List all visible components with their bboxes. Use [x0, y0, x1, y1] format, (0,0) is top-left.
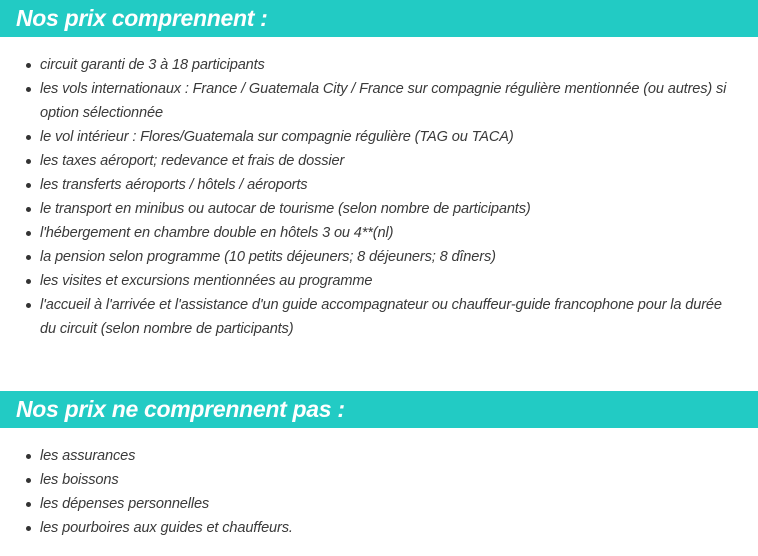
bullet-icon	[26, 303, 31, 308]
bullet-icon	[26, 478, 31, 483]
list-item-text: les transferts aéroports / hôtels / aéroports	[40, 177, 308, 193]
list-item	[0, 492, 758, 516]
bullet-icon	[26, 183, 31, 188]
list-item	[0, 468, 758, 492]
list-item	[0, 444, 758, 468]
list-item	[0, 516, 758, 540]
list-item	[0, 245, 758, 269]
bullet-icon	[26, 135, 31, 140]
list-item	[0, 149, 758, 173]
included-items-list	[0, 53, 758, 341]
list-item-text: le transport en minibus ou autocar de tourisme (selon nombre de participants)	[40, 201, 531, 217]
list-item-text: les dépenses personnelles	[40, 496, 210, 512]
bullet-icon	[26, 87, 31, 92]
list-item-text: les assurances	[40, 448, 136, 464]
bullet-icon	[26, 63, 31, 68]
list-item	[0, 221, 758, 245]
list-item	[0, 173, 758, 197]
list-item	[0, 125, 758, 149]
bullet-icon	[26, 279, 31, 284]
bullet-icon	[26, 502, 31, 507]
list-item-text: le vol intérieur : Flores/Guatemala sur compagnie régulière (TAG ou TACA)	[40, 129, 514, 145]
excluded-items-list	[0, 444, 758, 540]
list-item	[0, 77, 758, 125]
list-item	[0, 293, 758, 341]
list-item-text: l'hébergement en chambre double en hôtels 3 ou 4**(nl)	[40, 225, 394, 241]
list-item-text: les visites et excursions mentionnées au programme	[40, 273, 373, 289]
list-item	[0, 53, 758, 77]
included-section-header	[0, 0, 758, 37]
bullet-icon	[26, 255, 31, 260]
list-item-text: la pension selon programme (10 petits déjeuners; 8 déjeuners; 8 dîners)	[40, 249, 496, 265]
bullet-icon	[26, 454, 31, 459]
bullet-icon	[26, 207, 31, 212]
list-item-text: l'accueil à l'arrivée et l'assistance d'un guide accompagnateur ou chauffeur-guide francophone pour la durée du circuit (selon nombre de participants)	[40, 297, 722, 337]
list-item-text: les pourboires aux guides et chauffeurs.	[40, 520, 293, 536]
included-section-title: Nos prix comprennent :	[16, 5, 268, 31]
excluded-section-header	[0, 391, 758, 428]
excluded-section-title: Nos prix ne comprennent pas :	[16, 396, 345, 422]
list-item-text: les vols internationaux : France / Guatemala City / France sur compagnie régulière mentionnée (ou autres) si option sélectionnée	[40, 81, 727, 121]
bullet-icon	[26, 231, 31, 236]
list-item-text: circuit garanti de 3 à 18 participants	[40, 57, 265, 73]
bullet-icon	[26, 159, 31, 164]
list-item-text: les boissons	[40, 472, 119, 488]
list-item	[0, 197, 758, 221]
list-item-text: les taxes aéroport; redevance et frais de dossier	[40, 153, 345, 169]
bullet-icon	[26, 526, 31, 531]
list-item	[0, 269, 758, 293]
